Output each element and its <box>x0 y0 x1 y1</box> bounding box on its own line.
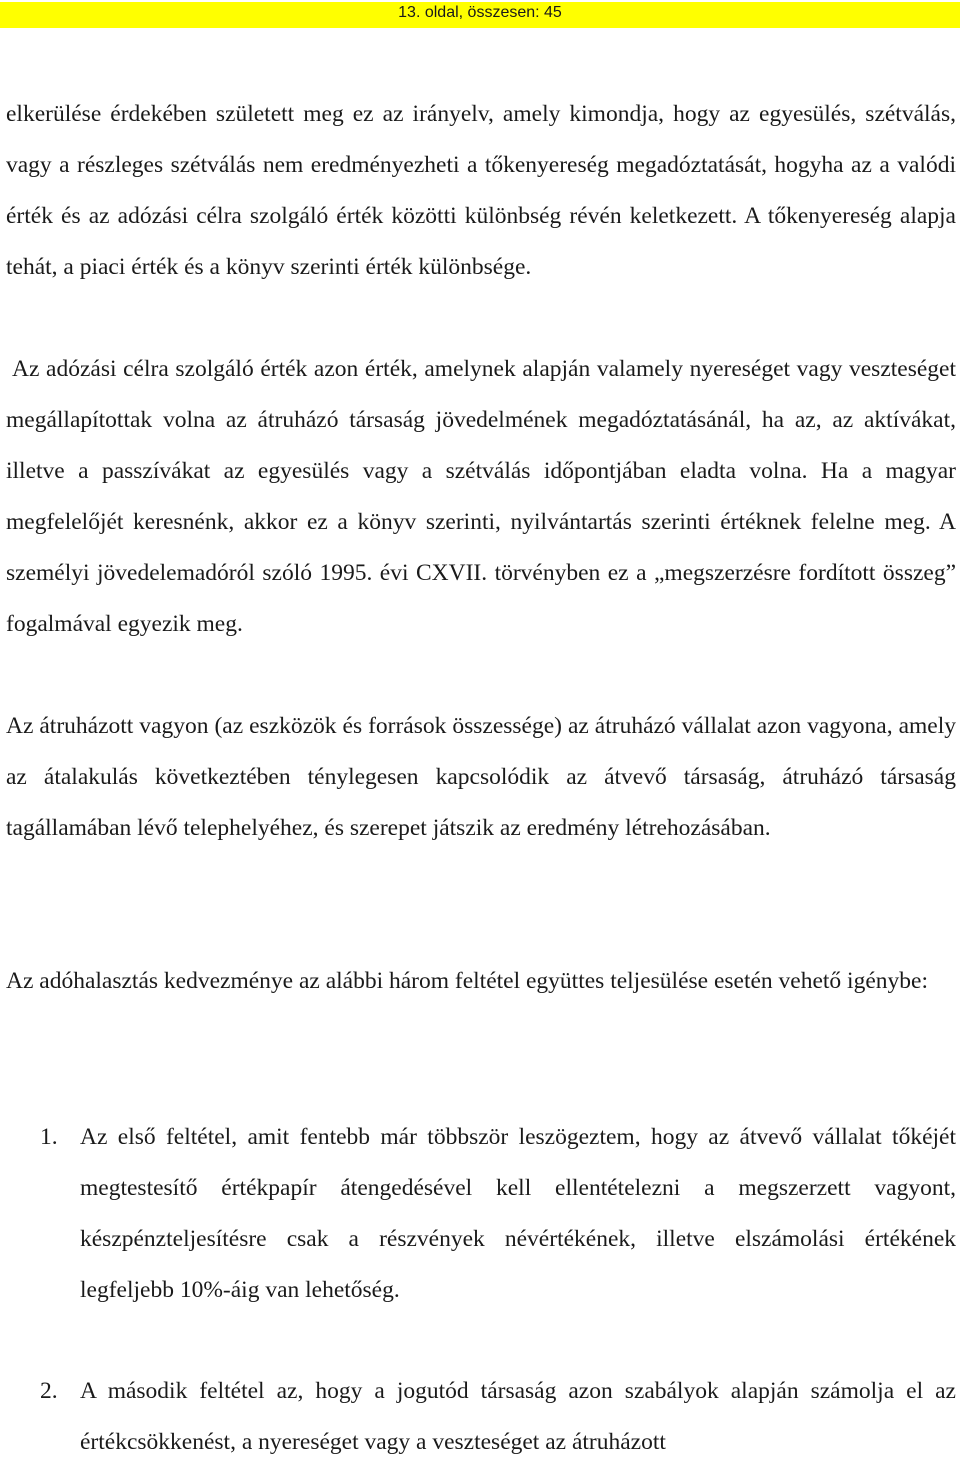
list-number: 1. <box>40 1124 58 1150</box>
list-text: A második feltétel az, hogy a jogutód társaság azon szabályok alapján számolja el az értékcsökkenést, a nyereséget vagy a veszteséget az átruházott <box>80 1378 956 1455</box>
page-indicator: 13. oldal, összesen: 45 <box>0 2 960 28</box>
list-number: 2. <box>40 1378 58 1404</box>
paragraph: Az adózási célra szolgáló érték azon érték, amelynek alapján valamely nyereséget vagy veszteséget megállapítottak volna az átruházó társaság jövedelmének megadóztatásánál, ha az, az aktívákat, illetve a passzívákat az egyesülés vagy a szétválás időpontjában eladta volna. Ha a magyar megfelelőjét keresnénk, akkor ez a könyv szerinti, nyilvántartás szerinti értéknek felelne meg. A személyi jövedelemadóról szóló 1995. évi CXVII. törvényben ez a „megszerzésre fordított összeg” fogalmával egyezik meg. <box>6 356 956 637</box>
paragraph: elkerülése érdekében született meg ez az irányelv, amely kimondja, hogy az egyesülés, szétválás, vagy a részleges szétválás nem eredményezheti a tőkenyereség megadóztatását, hogyha az a valódi érték és az adózási célra szolgáló érték közötti különbség révén keletkezett. A tőkenyereség alapja tehát, a piaci érték és a könyv szerinti érték különbsége. <box>6 101 956 280</box>
list-text: Az első feltétel, amit fentebb már többször leszögeztem, hogy az átvevő vállalat tőkéjét megtestesítő értékpapír átengedésével kell ellentételezni a megszerzett vagyont, készpénzteljesítésre csak a részvények névértékének, illetve elszámolási értékének legfeljebb 10%-áig van lehetőség. <box>80 1124 956 1303</box>
paragraph: Az átruházott vagyon (az eszközök és források összessége) az átruházó vállalat azon vagyona, amely az átalakulás következtében ténylegesen kapcsolódik az átvevő társaság, átruházó társaság tagállamában lévő telephelyéhez, és szerepet játszik az eredmény létrehozásában. <box>6 713 956 841</box>
paragraph: Az adóhalasztás kedvezménye az alábbi három feltétel együttes teljesülése esetén vehető igénybe: <box>6 968 928 994</box>
